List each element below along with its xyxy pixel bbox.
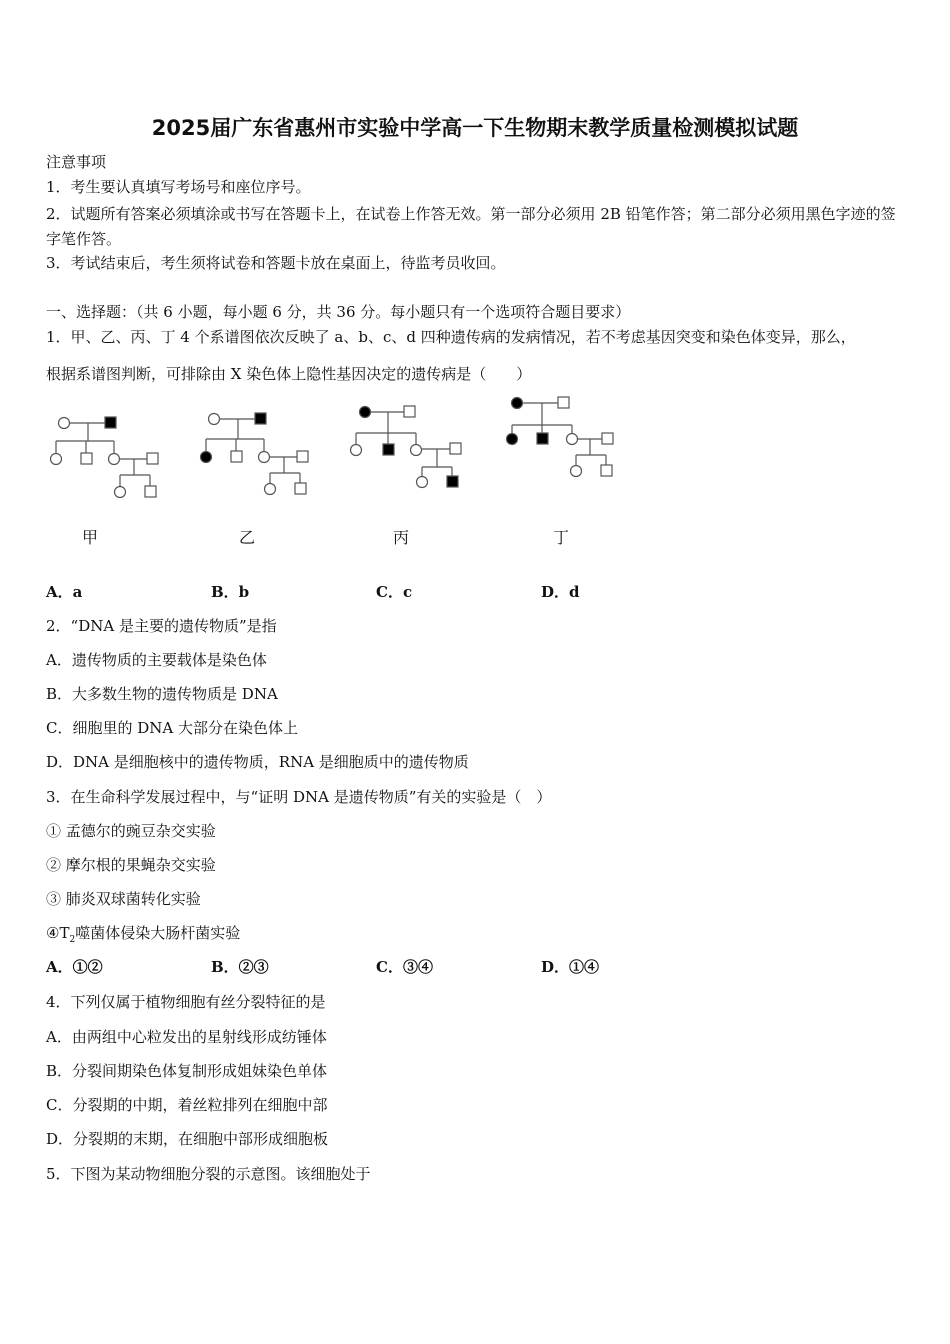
- q1-option-d: D．d: [541, 583, 580, 601]
- q3-option-b: B．②③: [211, 958, 269, 976]
- q2-option-c: C．细胞里的 DNA 大部分在染色体上: [46, 719, 298, 737]
- pedigree-bing: [351, 406, 462, 488]
- q4-stem: 4．下列仅属于植物细胞有丝分裂特征的是: [46, 993, 326, 1011]
- q3-item-2: ② 摩尔根的果蝇杂交实验: [46, 856, 216, 874]
- q3-item-1: ① 孟德尔的豌豆杂交实验: [46, 822, 216, 840]
- q2-stem: 2．“DNA 是主要的遗传物质”是指: [46, 617, 277, 635]
- pedigree-label-ding: 丁: [553, 528, 570, 547]
- q3-item-4-suffix: 噬菌体侵染大肠杆菌实验: [75, 924, 241, 942]
- q1-option-b: B．b: [211, 583, 250, 601]
- q3-item-4-prefix: ④T: [46, 924, 70, 942]
- pedigree-label-bing: 丙: [393, 528, 410, 547]
- q3-item-3: ③ 肺炎双球菌转化实验: [46, 890, 201, 908]
- q2-option-b: B．大多数生物的遗传物质是 DNA: [46, 685, 278, 703]
- q2-option-a: A．遗传物质的主要载体是染色体: [46, 651, 267, 669]
- pedigree-label-jia: 甲: [82, 528, 99, 547]
- q4-option-a: A．由两组中心粒发出的星射线形成纺锤体: [46, 1028, 327, 1046]
- q3-option-d: D．①④: [541, 958, 600, 976]
- q5-stem: 5．下图为某动物细胞分裂的示意图。该细胞处于: [46, 1165, 371, 1183]
- q1-option-a: A．a: [46, 583, 83, 601]
- pedigree-label-yi: 乙: [239, 528, 256, 547]
- pedigree-jia: [51, 417, 159, 498]
- q4-option-d: D．分裂期的末期，在细胞中部形成细胞板: [46, 1130, 329, 1148]
- pedigree-yi: [201, 413, 309, 495]
- q2-option-d: D．DNA 是细胞核中的遗传物质，RNA 是细胞质中的遗传物质: [46, 753, 469, 771]
- q3-item-4-subscript: 2: [69, 935, 76, 945]
- pedigree-ding: [507, 397, 614, 477]
- q3-option-c: C．③④: [376, 958, 433, 976]
- pedigree-figure: [40, 395, 640, 515]
- q3-stem: 3．在生命科学发展过程中，与“证明 DNA 是遗传物质”有关的实验是（ ）: [46, 788, 552, 806]
- notice-item-2: 2．试题所有答案必须填涂或书写在答题卡上，在试卷上作答无效。第一部分必须用 2B 铅笔作答；第二部分必须用黑色字迹的签字笔作答。: [46, 205, 896, 248]
- q3-option-a: A．①②: [46, 958, 103, 976]
- page-title: 2025届广东省惠州市实验中学高一下生物期末教学质量检测模拟试题: [151, 116, 799, 140]
- q1-option-c: C．c: [376, 583, 413, 601]
- q3-item-4: [46, 923, 240, 950]
- section-heading: 一、选择题：（共 6 小题，每小题 6 分，共 36 分。每小题只有一个选项符合题目要求）: [46, 303, 631, 321]
- q4-option-b: B．分裂间期染色体复制形成姐妹染色单体: [46, 1062, 328, 1080]
- notice-heading: 注意事项: [46, 153, 107, 171]
- notice-item-1: 1．考生要认真填写考场号和座位序号。: [46, 178, 311, 196]
- q1-stem-line1: 1．甲、乙、丙、丁 4 个系谱图依次反映了 a、b、c、d 四种遗传病的发病情况，若不考虑基因突变和染色体变异，那么，: [46, 328, 856, 346]
- q1-stem-line2: 根据系谱图判断，可排除由 X 染色体上隐性基因决定的遗传病是（ ）: [46, 365, 532, 383]
- q4-option-c: C．分裂期的中期，着丝粒排列在细胞中部: [46, 1096, 328, 1114]
- notice-item-3: 3．考试结束后，考生须将试卷和答题卡放在桌面上，待监考员收回。: [46, 254, 506, 272]
